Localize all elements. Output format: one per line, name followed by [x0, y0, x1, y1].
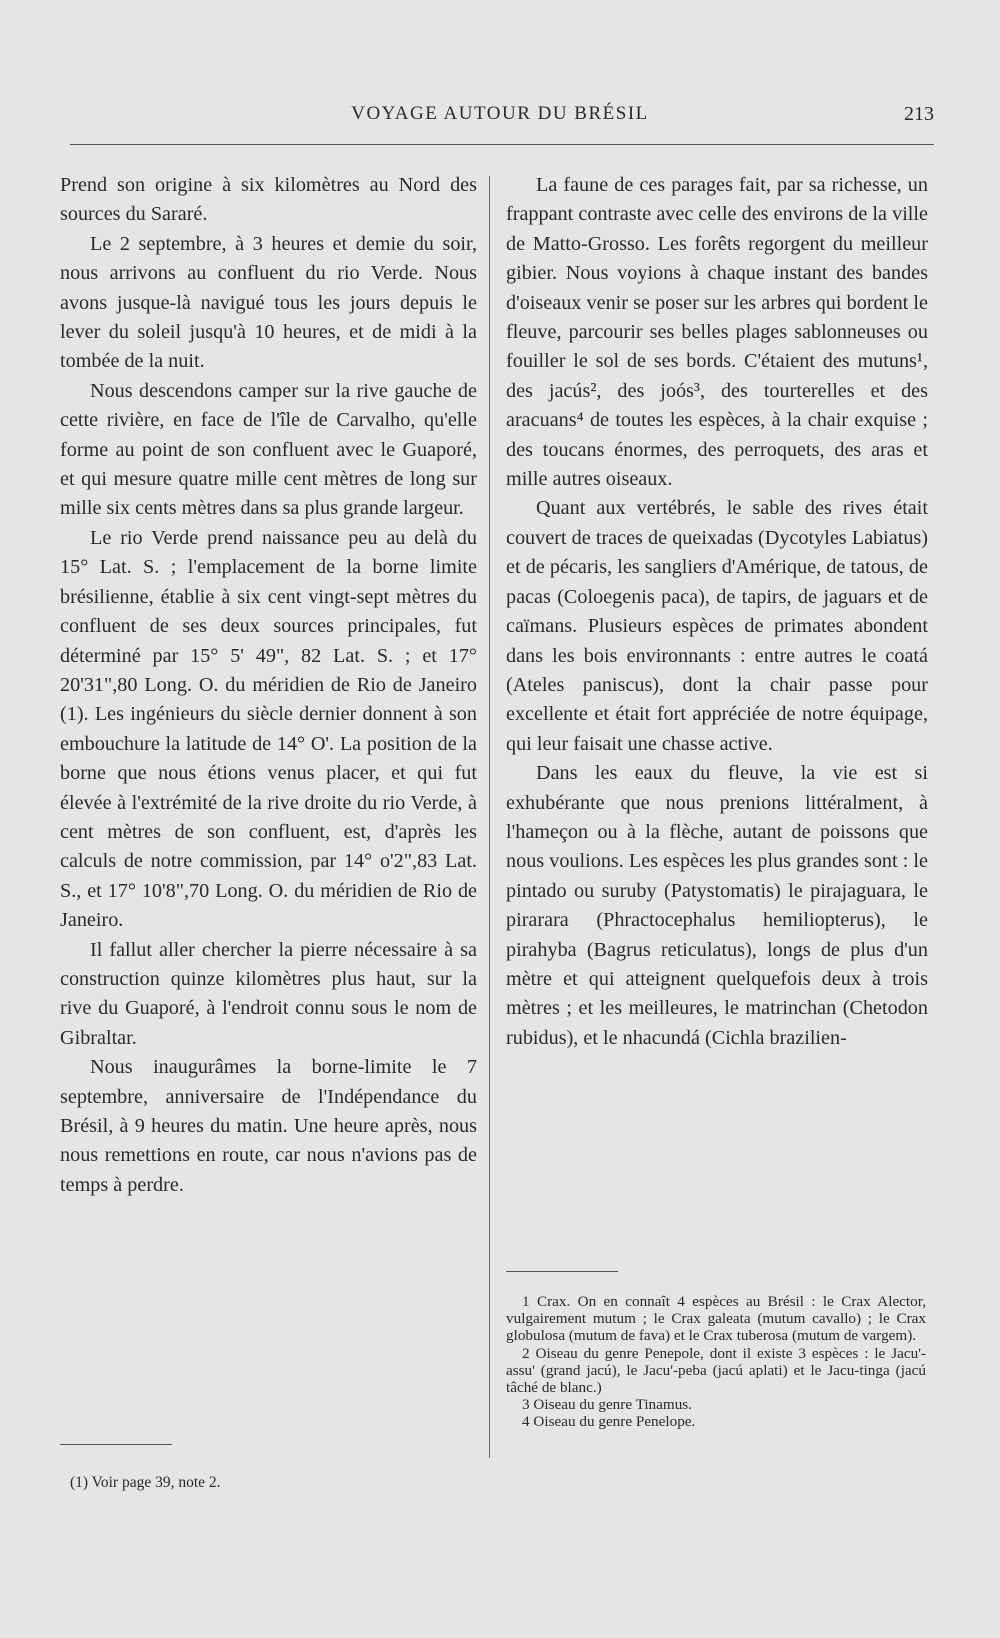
header-title: VOYAGE AUTOUR DU BRÉSIL — [351, 103, 649, 124]
page-number: 213 — [904, 103, 934, 125]
paragraph: Le rio Verde prend naissance peu au delà du 15° Lat. S. ; l'emplacement de la borne limite brésilienne, établie à six cent vingt-sept mètres du confluent de ses deux sources principales, fut déterminé par 15° 5' 49", 82 Lat. S. ; et 17° 20'31",80 Long. O. du méridien de Rio de Janeiro (1). Les ingénieurs du siècle dernier donnent à son embouchure la latitude de 14° O'. La position de la borne que nous étions venus placer, et qui fut élevée à l'extrémité de la rive droite du rio Verde, à cent mètres de son confluent, est, d'après les calculs de notre commission, par 14° o'2",83 Lat. S., et 17° 10'8",70 Long. O. du méridien de Rio de Janeiro. — [60, 526, 477, 932]
paragraph: Prend son origine à six kilomètres au Nord des sources du Sararé. — [60, 174, 477, 226]
paragraph: Nous inaugurâmes la borne-limite le 7 septembre, anniversaire de l'Indépendance du Brésil, à 9 heures du matin. Une heure après, nous nous remettions en route, car nous n'avions pas de temps à perdre. — [60, 1056, 477, 1196]
paragraph: Le 2 septembre, à 3 heures et demie du soir, nous arrivons au confluent du rio Verde. Nous avons jusque-là navigué tous les jours depuis le lever du soleil jusqu'à 10 heures, et de midi à la tombée de la nuit. — [60, 232, 477, 373]
footnotes — [506, 1293, 926, 1431]
footnote: 2 Oiseau du genre Penepole, dont il existe 3 espèces : le Jacu'-assu' (grand jacú), le Jacu'-peba (jacú aplati) et le Jacu-tinga (jacú tâché de blanc.) — [506, 1344, 926, 1397]
paragraph: Il fallut aller chercher la pierre nécessaire à sa construction quinze kilomètres plus haut, sur la rive du Guaporé, à l'endroit connu sous le nom de Gibraltar. — [60, 938, 477, 1049]
right-column — [506, 171, 928, 1053]
footnote: 1 Crax. On en connaît 4 espèces au Brésil : le Crax Alector, vulgairement mutum ; le Crax galeata (mutum cavallo) ; le Crax globulosa (mutum de fava) et le Crax tuberosa (mutum de vargem). — [506, 1293, 926, 1345]
paragraph: Quant aux vertébrés, le sable des rives était couvert de traces de queixadas (Dycotyles Labiatus) et de pécaris, les sangliers d'Amérique, de tatous, de pacas (Coloegenis paca), de tapirs, de jaguars et de caïmans. Plusieurs espèces de primates abondent dans les bois environnants : entre autres le coatá (Ateles paniscus), dont la chair passe pour excellente et était fort appréciée de notre équipage, qui leur faisait une chasse active. — [506, 497, 928, 755]
column-divider — [489, 176, 490, 1458]
paragraph: Dans les eaux du fleuve, la vie est si exhubérante que nous prenions littéralment, à l'hameçon ou à la flèche, autant de poissons que nous voulions. Les espèces les plus grandes sont : le pintado ou suruby (Patystomatis) le pirajaguara, le pirarara (Phractocephalus hemiliopterus), le pirahyba (Bagrus reticulatus), longs de plus d'un mètre et qui atteignent quelquefois deux à trois mètres ; et les meilleures, le matrinchan (Chetodon rubidus), et le nhacundá (Cichla brazilien- — [506, 762, 928, 1049]
header-rule — [70, 144, 934, 145]
footnote-rule — [60, 1444, 172, 1445]
footnote-rule — [506, 1271, 618, 1272]
paragraph: Nous descendons camper sur la rive gauche de cette rivière, en face de l'île de Carvalho, qu'elle forme au point de son confluent avec le Guaporé, et qui mesure quatre mille cent mètres de long sur mille six cents mètres dans sa plus grande largeur. — [60, 379, 477, 520]
footnote: (1) Voir page 39, note 2. — [70, 1474, 221, 1491]
paragraph: La faune de ces parages fait, par sa richesse, un frappant contraste avec celle des environs de la ville de Matto-Grosso. Les forêts regorgent du meilleur gibier. Nous voyions à chaque instant des bandes d'oiseaux venir se poser sur les arbres qui bordent le fleuve, parcourir ses belles plages sablonneuses ou fouiller le sol de ses bords. C'étaient des mutuns¹, des jacús², des joós³, des tourterelles et des aracuans⁴ de toutes les espèces, à la chair exquise ; des toucans énormes, des perroquets, des aras et mille autres oiseaux. — [506, 174, 928, 491]
left-column — [60, 171, 477, 1200]
footnote: 3 Oiseau du genre Tinamus. — [522, 1396, 693, 1414]
footnote: 4 Oiseau du genre Penelope. — [522, 1413, 696, 1431]
